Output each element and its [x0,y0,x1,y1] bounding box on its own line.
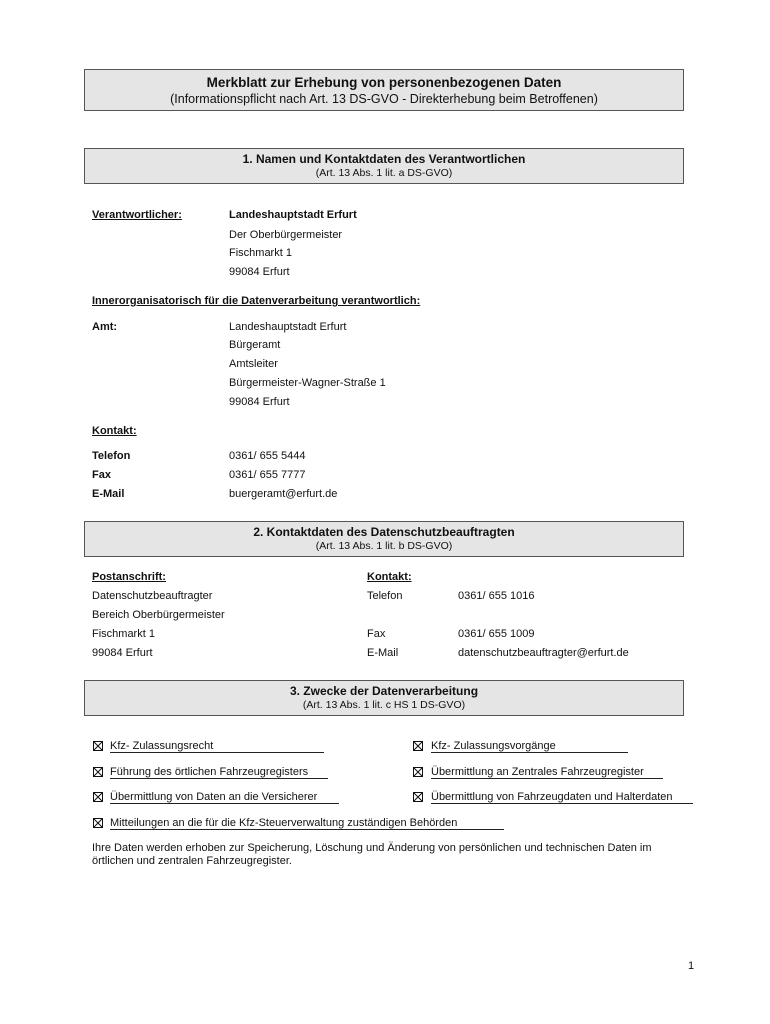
checked-checkbox-icon[interactable] [93,792,103,802]
section3-subtitle: (Art. 13 Abs. 1 lit. c HS 1 DS-GVO) [302,699,466,711]
document-title-box [84,69,684,111]
purpose-label: Kfz- Zulassungsrecht [110,740,214,752]
checked-checkbox-icon[interactable] [413,792,423,802]
dpo-fax-label: Fax [367,628,386,640]
checked-checkbox-icon[interactable] [93,818,103,828]
amt-line: Amtsleiter [229,358,278,370]
dpo-fax-value: 0361/ 655 1009 [458,628,535,640]
section3-header [84,680,684,716]
amt-line: Bürgermeister-Wagner-Straße 1 [229,377,386,389]
dpo-phone-label: Telefon [367,590,403,602]
underline-rule [110,803,339,804]
purpose-label: Übermittlung an Zentrales Fahrzeugregister [431,766,644,778]
contact-heading: Kontakt: [92,425,137,437]
section1-title: 1. Namen und Kontaktdaten des Verantwortlichen [242,152,526,166]
amt-line: Landeshauptstadt Erfurt [229,321,347,333]
responsible-line: Der Oberbürgermeister [229,229,343,241]
dpo-phone-value: 0361/ 655 1016 [458,590,535,602]
underline-rule [110,778,328,779]
dpo-email-label: E-Mail [367,647,399,659]
purpose-label: Kfz- Zulassungsvorgänge [431,740,556,752]
email-value: buergeramt@erfurt.de [229,488,338,500]
fax-label: Fax [92,469,111,481]
postal-line: Datenschutzbeauftragter [92,590,213,602]
responsible-line: 99084 Erfurt [229,266,290,278]
checked-checkbox-icon[interactable] [93,767,103,777]
section1-header [84,148,684,184]
postal-line: 99084 Erfurt [92,647,153,659]
phone-label: Telefon [92,450,131,462]
processing-description: Ihre Daten werden erhoben zur Speicherung, Löschung und Änderung von persönlichen und technischen Daten im örtlichen und zentralen Fahrzeugregister. [92,842,652,867]
internal-responsibility-heading: Innerorganisatorisch für die Datenverarbeitung verantwortlich: [92,295,421,307]
postal-address-heading: Postanschrift: [92,571,166,583]
checked-checkbox-icon[interactable] [413,767,423,777]
purpose-label: Übermittlung von Fahrzeugdaten und Halterdaten [431,791,673,803]
fax-value: 0361/ 655 7777 [229,469,306,481]
section2-header [84,521,684,557]
purpose-label: Übermittlung von Daten an die Versicherer [110,791,318,803]
purpose-label: Mitteilungen an die für die Kfz-Steuerverwaltung zuständigen Behörden [110,817,458,829]
postal-line: Fischmarkt 1 [92,628,155,640]
purpose-label: Führung des örtlichen Fahrzeugregisters [110,766,309,778]
underline-rule [110,829,504,830]
document-subtitle: (Informationspflicht nach Art. 13 DS-GVO - Direkterhebung beim Betroffenen) [170,92,598,106]
responsible-label: Verantwortlicher: [92,209,182,221]
page-number: 1 [688,960,695,972]
postal-line: Bereich Oberbürgermeister [92,609,225,621]
amt-line: Bürgeramt [229,339,281,351]
amt-label: Amt: [92,321,118,333]
section2-title: 2. Kontaktdaten des Datenschutzbeauftragten [253,525,515,539]
underline-rule [110,752,324,753]
amt-line: 99084 Erfurt [229,396,290,408]
responsible-line: Fischmarkt 1 [229,247,292,259]
section2-subtitle: (Art. 13 Abs. 1 lit. b DS-GVO) [315,540,453,552]
underline-rule [431,803,693,804]
underline-rule [431,778,663,779]
document-title: Merkblatt zur Erhebung von personenbezogenen Daten [206,75,562,90]
checked-checkbox-icon[interactable] [93,741,103,751]
underline-rule [431,752,628,753]
dpo-contact-heading: Kontakt: [367,571,412,583]
responsible-line: Landeshauptstadt Erfurt [229,209,357,221]
section3-title: 3. Zwecke der Datenverarbeitung [289,684,479,698]
dpo-email-value: datenschutzbeauftragter@erfurt.de [458,647,629,659]
section1-subtitle: (Art. 13 Abs. 1 lit. a DS-GVO) [315,167,453,179]
checked-checkbox-icon[interactable] [413,741,423,751]
phone-value: 0361/ 655 5444 [229,450,306,462]
email-label: E-Mail [92,488,125,500]
